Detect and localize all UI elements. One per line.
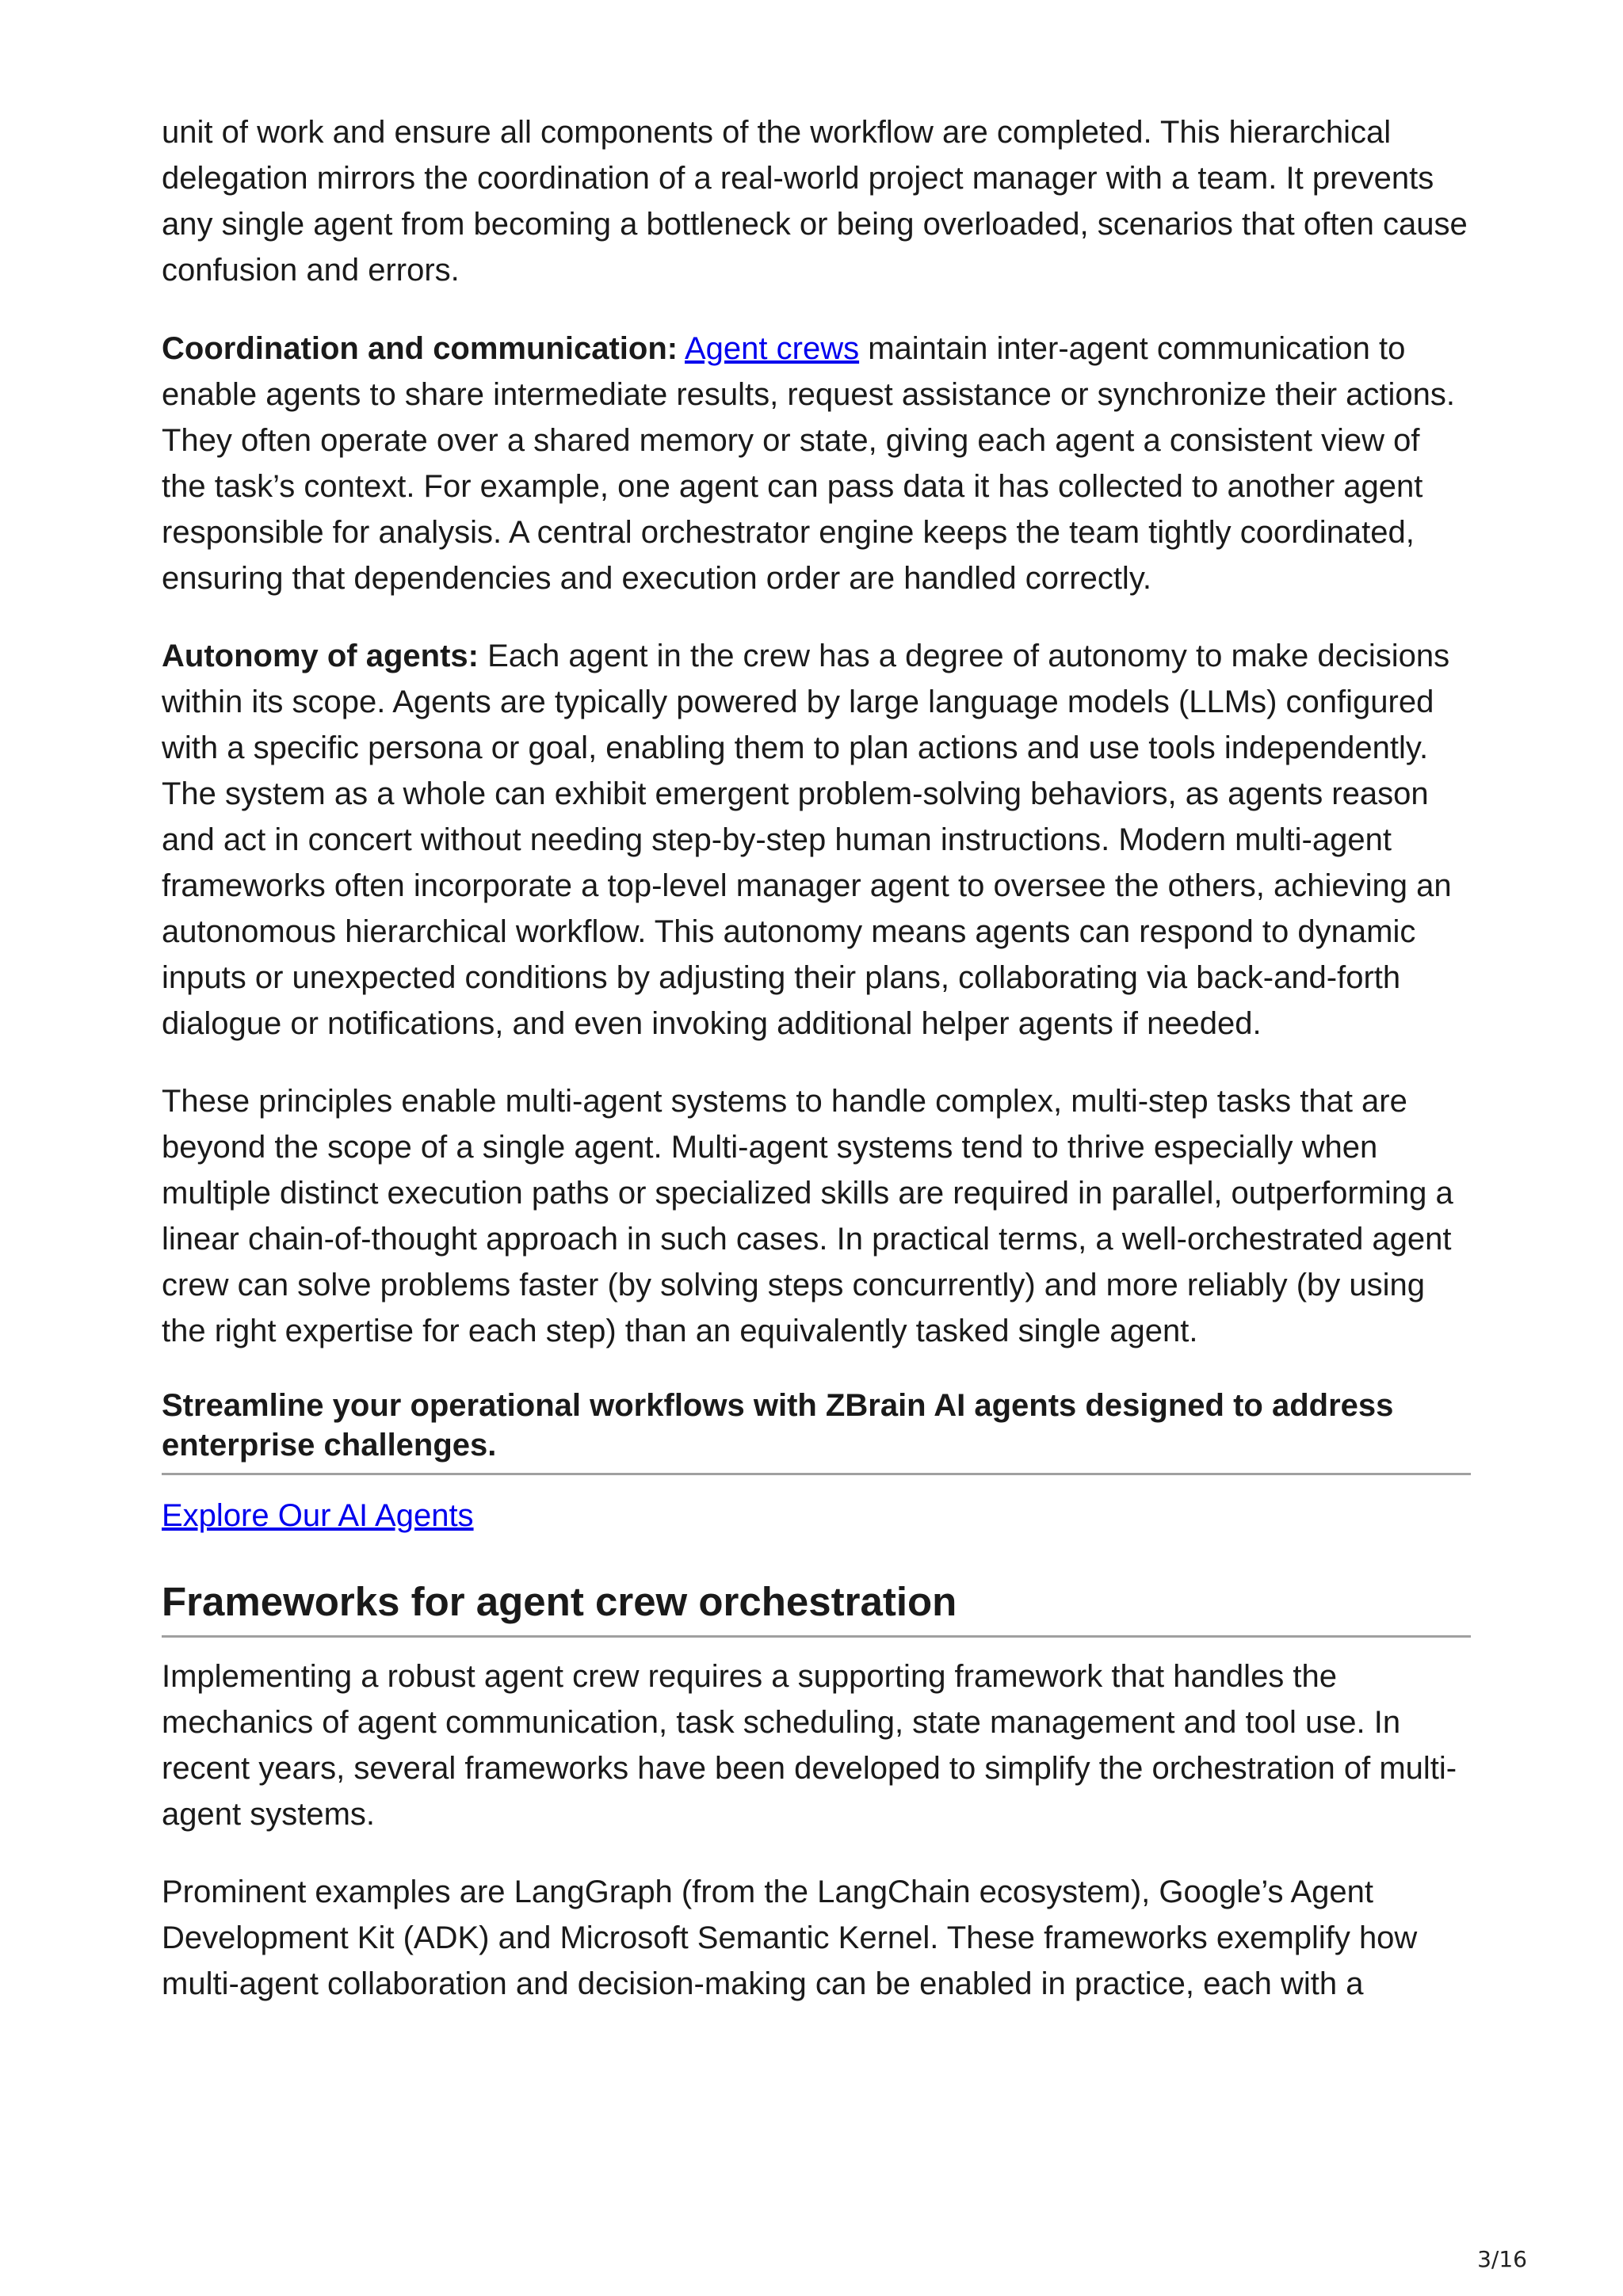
document-body xyxy=(162,109,1471,2039)
paragraph-lead-coordination: Coordination and communication: xyxy=(162,331,678,366)
paragraph-autonomy-text: Each agent in the crew has a degree of autonomy to make decisions within its scope. Agents are typically powered by large language models (LLMs) configured with a specific persona or goal, enabling them to plan actions and use tools independently. The system as a whole can exhibit emergent problem-solving behaviors, as agents reason and act in concert without needing step-by-step human instructions. Modern multi-agent frameworks often incorporate a top-level manager agent to oversee the others, achieving an autonomous hierarchical workflow. This autonomy means agents can respond to dynamic inputs or unexpected conditions by adjusting their plans, collaborating via back-and-forth dialogue or notifications, and even invoking additional helper agents if needed. xyxy=(162,639,1452,1041)
paragraph-hierarchical-delegation: unit of work and ensure all components of the workflow are completed. This hierarchical delegation mirrors the coordination of a real-world project manager with a team. It prevents any single agent from becoming a bottleneck or being overloaded, scenarios that often cause confusion and errors. xyxy=(162,115,1468,288)
paragraph-frameworks-examples: Prominent examples are LangGraph (from the LangChain ecosystem), Google’s Agent Development Kit (ADK) and Microsoft Semantic Kernel. These frameworks exemplify how multi-agent collaboration and decision-making can be enabled in practice, each with a xyxy=(162,1875,1418,2001)
explore-ai-agents-link[interactable]: Explore Our AI Agents xyxy=(162,1498,474,1533)
cta-link-container xyxy=(162,1493,1471,1539)
page-number: 3/16 xyxy=(1477,2246,1527,2272)
paragraph-coordination-text: maintain inter-agent communication to enable agents to share intermediate results, request assistance or synchronize their actions. They often operate over a shared memory or state, giving each agent a consistent view of the task’s context. For example, one agent can pass data it has collected to another agent responsible for analysis. A central orchestrator engine keeps the team tightly coordinated, ensuring that dependencies and execution order are handled correctly. xyxy=(162,331,1455,596)
paragraph-frameworks-intro: Implementing a robust agent crew requires a supporting framework that handles the mechanics of agent communication, task scheduling, state management and tool use. In recent years, several frameworks have been developed to simplify the orchestration of multi-agent systems. xyxy=(162,1659,1457,1832)
section-heading: Frameworks for agent crew orchestration xyxy=(162,1577,1471,1638)
paragraph-principles: These principles enable multi-agent systems to handle complex, multi-step tasks that are beyond the scope of a single agent. Multi-agent systems tend to thrive especially when multiple distinct execution paths or specialized skills are required in parallel, outperforming a linear chain-of-thought approach in such cases. In practical terms, a well-orchestrated agent crew can solve problems faster (by solving steps concurrently) and more reliably (by using the right expertise for each step) than an equivalently tasked single agent. xyxy=(162,1084,1453,1348)
paragraph-coordination xyxy=(162,326,1471,601)
paragraph-lead-autonomy: Autonomy of agents: xyxy=(162,639,479,673)
paragraph-autonomy xyxy=(162,633,1471,1047)
cta-heading: Streamline your operational workflows with ZBrain AI agents designed to address enterprise challenges. xyxy=(162,1386,1471,1475)
agent-crews-link[interactable]: Agent crews xyxy=(685,331,860,366)
